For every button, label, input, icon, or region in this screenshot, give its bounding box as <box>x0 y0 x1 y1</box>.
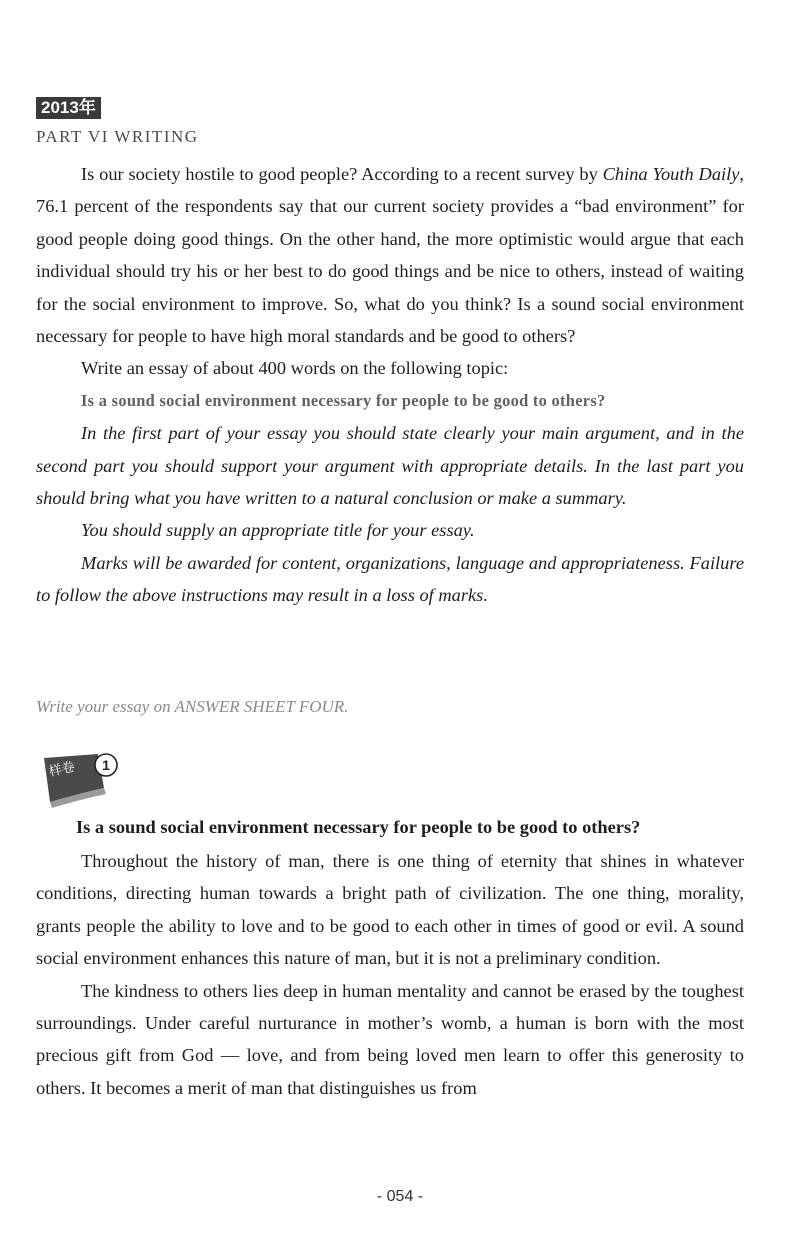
prompt-marks-instruction: Marks will be awarded for content, organizations, language and appropriateness. Failure to follow the above instructions may result in a loss of marks. <box>36 552 744 606</box>
page-number: - 054 - <box>376 1188 424 1205</box>
sample-badge-icon <box>38 750 128 810</box>
essay-body <box>36 845 744 1104</box>
prompt-title-instruction: You should supply an appropriate title for your essay. <box>81 520 475 541</box>
prompt-block <box>36 158 744 612</box>
essay-paragraph-2: The kindness to others lies deep in human mentality and cannot be erased by the toughest surroundings. Under careful nurturance in mother’s womb, a human is born with the most precious gift from God — love, and from being loved men learn to offer this generosity to others. It becomes a merit of man that distinguishes us from <box>36 980 744 1098</box>
prompt-paragraph-1-text-a: Is our society hostile to good people? According to a recent survey by <box>81 164 603 184</box>
prompt-paragraph-1-text-b: , 76.1 percent of the respondents say that our current society provides a “bad environment” for good people doing good things. On the other hand, the more optimistic would argue that each individual should try his or her best to do good things and be nice to others, instead of waiting for the social environment to improve. So, what do you think? Is a sound social environment necessary for people to have high moral standards and be good to others? <box>36 164 744 347</box>
essay-topic: Is a sound social environment necessary for people to be good to others? <box>81 390 606 410</box>
essay-paragraph-1: Throughout the history of man, there is one thing of eternity that shines in whatever conditions, directing human towards a bright path of civilization. The one thing, morality, grants people the ability to love and to be good to each other in times of good or evil. A sound social environment enhances this nature of man, but it is not a preliminary condition. <box>36 851 744 969</box>
prompt-paragraph-1 <box>36 158 744 352</box>
answer-sheet-note: Write your essay on ANSWER SHEET FOUR. <box>36 697 349 716</box>
sample-badge-label: 样卷 <box>47 759 77 780</box>
sample-badge-number: 1 <box>102 757 110 773</box>
source-name: China Youth Daily <box>602 164 740 184</box>
essay-title: Is a sound social environment necessary for people to be good to others? <box>76 817 641 837</box>
year-tag: 2013年 <box>36 97 101 119</box>
prompt-paragraph-2: Write an essay of about 400 words on the following topic: <box>81 358 509 379</box>
part-title: PART VI WRITING <box>36 127 199 146</box>
prompt-instructions: In the first part of your essay you should state clearly your main argument, and in the second part you should support your argument with appropriate details. In the last part you should bring what you have written to a natural conclusion or make a summary. <box>36 423 744 509</box>
